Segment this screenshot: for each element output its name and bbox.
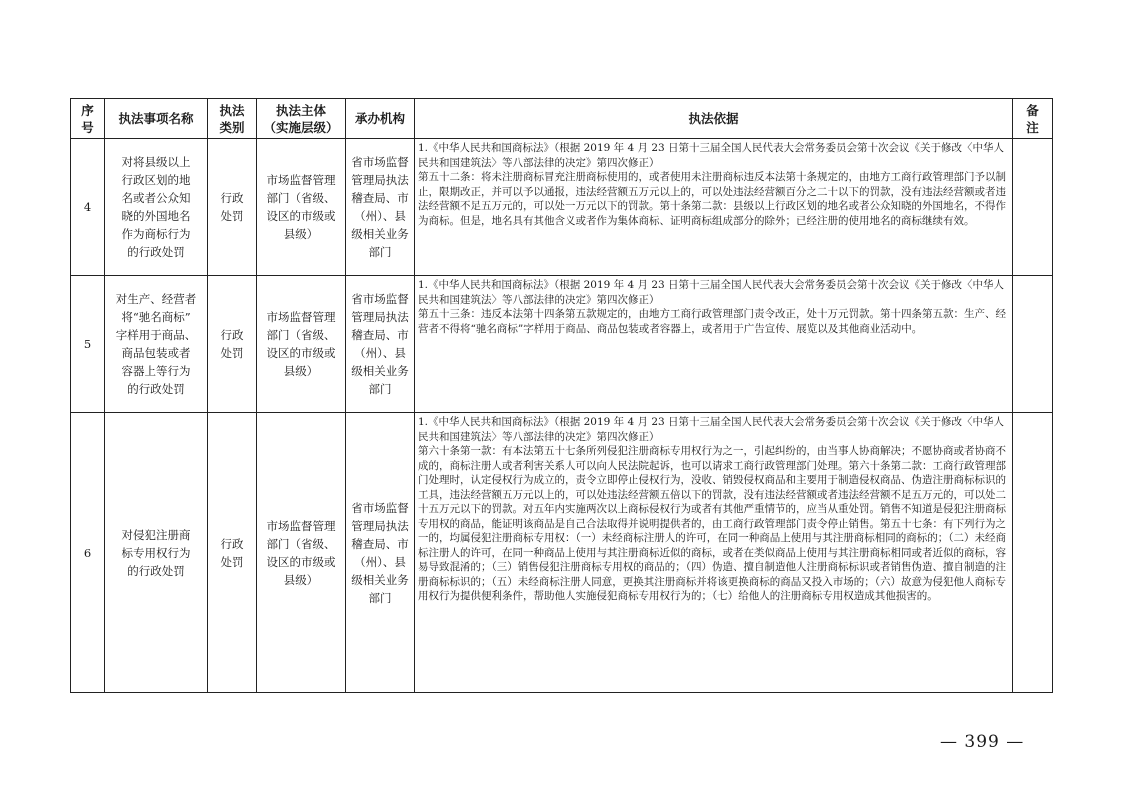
- table-row: [71, 413, 1053, 693]
- row-seq: 4: [71, 139, 105, 276]
- row-name: 对将县级以上 行政区划的地 名或者公众知 晓的外国地名 作为商标行为 的行政处罚: [105, 139, 208, 276]
- header-category: 执法 类别: [208, 99, 257, 139]
- header-remark: 备 注: [1013, 99, 1053, 139]
- row-agency: 省市场监督管理局执法稽查局、市（州）、县级相关业务部门: [346, 276, 415, 413]
- header-basis: 执法依据: [415, 99, 1013, 139]
- table-row: [71, 276, 1053, 413]
- row-basis: 1.《中华人民共和国商标法》（根据 2019 年 4 月 23 日第十三届全国人民代表大会常务委员会第十次会议《关于修改〈中华人民共和国建筑法〉等八部法律的决定》第四次修正） 第五十二条：将未注册商标冒充注册商标使用的，或者使用未注册商标违反本法第十条规定的，由地方工商行政管理部门予以制止，限期改正，并可以予以通报，违法经营额五万元以上的，可以处违法经营额百分之二十以下的罚款，没有违法经营额或者违法经营额不足五万元的，可以处一万元以下的罚款。第十条第二款：县级以上行政区划的地名或者公众知晓的外国地名，不得作为商标。但是，地名具有其他含义或者作为集体商标、证明商标组成部分的除外；已经注册的使用地名的商标继续有效。: [415, 139, 1013, 276]
- table-row: [71, 139, 1053, 276]
- row-seq: 6: [71, 413, 105, 693]
- row-name: 对生产、经营者 将“驰名商标” 字样用于商品、 商品包装或者 容器上等行为 的行政处罚: [105, 276, 208, 413]
- row-category: 行政 处罚: [208, 276, 257, 413]
- header-name: 执法事项名称: [105, 99, 208, 139]
- header-agency: 承办机构: [346, 99, 415, 139]
- row-remark: [1013, 139, 1053, 276]
- table-header-row: [71, 99, 1053, 139]
- row-agency: 省市场监督管理局执法稽查局、市（州）、县级相关业务部门: [346, 413, 415, 693]
- row-agency: 省市场监督管理局执法稽查局、市（州）、县级相关业务部门: [346, 139, 415, 276]
- row-subject: 市场监督管理部门（省级、设区的市级或县级）: [257, 276, 346, 413]
- row-name: 对侵犯注册商 标专用权行为 的行政处罚: [105, 413, 208, 693]
- row-basis: 1.《中华人民共和国商标法》（根据 2019 年 4 月 23 日第十三届全国人民代表大会常务委员会第十次会议《关于修改〈中华人民共和国建筑法〉等八部法律的决定》第四次修正） 第六十条第一款：有本法第五十七条所列侵犯注册商标专用权行为之一，引起纠纷的，由当事人协商解决；不愿协商或者协商不成的，商标注册人或者利害关系人可以向人民法院起诉，也可以请求工商行政管理部门处理。第六十条第二款：工商行政管理部门处理时，认定侵权行为成立的，责令立即停止侵权行为，没收、销毁侵权商品和主要用于制造侵权商品、伪造注册商标标识的工具，违法经营额五万元以上的，可以处违法经营额五倍以下的罚款，没有违法经营额或者违法经营额不足五万元的，可以处二十五万元以下的罚款。对五年内实施两次以上商标侵权行为或者有其他严重情节的，应当从重处罚。销售不知道是侵犯注册商标专用权的商品，能证明该商品是自己合法取得并说明提供者的，由工商行政管理部门责令停止销售。第五十七条：有下列行为之一的，均属侵犯注册商标专用权：（一）未经商标注册人的许可，在同一种商品上使用与其注册商标相同的商标的；（二）未经商标注册人的许可，在同一种商品上使用与其注册商标近似的商标，或者在类似商品上使用与其注册商标相同或者近似的商标，容易导致混淆的；（三）销售侵犯注册商标专用权的商品的；（四）伪造、擅自制造他人注册商标标识或者销售伪造、擅自制造的注册商标标识的；（五）未经商标注册人同意，更换其注册商标并将该更换商标的商品又投入市场的；（六）故意为侵犯他人商标专用权行为提供便利条件，帮助他人实施侵犯商标专用权行为的；（七）给他人的注册商标专用权造成其他损害的。: [415, 413, 1013, 693]
- row-basis: 1.《中华人民共和国商标法》（根据 2019 年 4 月 23 日第十三届全国人民代表大会常务委员会第十次会议《关于修改〈中华人民共和国建筑法〉等八部法律的决定》第四次修正） 第五十三条：违反本法第十四条第五款规定的，由地方工商行政管理部门责令改正，处十万元罚款。第十四条第五款：生产、经营者不得将“驰名商标”字样用于商品、商品包装或者容器上，或者用于广告宣传、展览以及其他商业活动中。: [415, 276, 1013, 413]
- row-remark: [1013, 413, 1053, 693]
- row-seq: 5: [71, 276, 105, 413]
- header-seq: 序 号: [71, 99, 105, 139]
- row-category: 行政 处罚: [208, 139, 257, 276]
- enforcement-table: [70, 98, 1053, 693]
- row-subject: 市场监督管理部门（省级、设区的市级或县级）: [257, 413, 346, 693]
- header-subject: 执法主体 （实施层级）: [257, 99, 346, 139]
- row-subject: 市场监督管理部门（省级、设区的市级或县级）: [257, 139, 346, 276]
- row-remark: [1013, 276, 1053, 413]
- row-category: 行政 处罚: [208, 413, 257, 693]
- page-number: — 399 —: [940, 732, 1025, 752]
